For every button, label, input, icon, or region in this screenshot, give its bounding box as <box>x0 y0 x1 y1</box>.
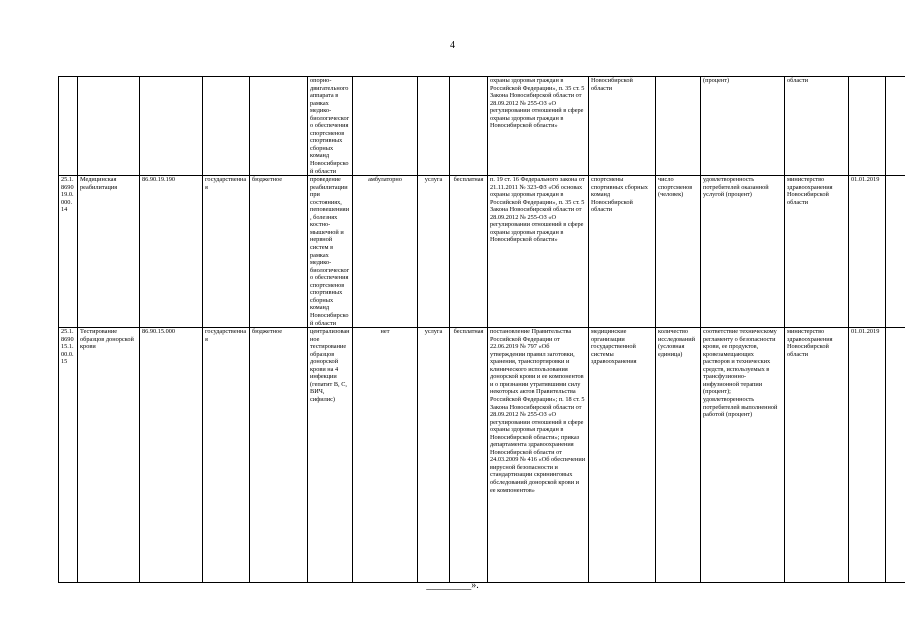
empty-cell <box>886 176 905 328</box>
volume-indicator: число спортсменов (человек) <box>656 176 701 328</box>
row-code <box>59 77 78 176</box>
consumers: медицинские организации государственной системы здравоохранения <box>589 328 656 583</box>
service-name: Тестирование образцов донорской крови <box>78 328 140 583</box>
page-number: 4 <box>450 40 455 51</box>
okved-code: 86.90.15.000 <box>140 328 203 583</box>
payment-type <box>450 77 488 176</box>
legal-basis: п. 19 ст. 16 Федерального закона от 21.11.2011 № 323-ФЗ «Об основах охраны здоровья граждан в Российской Федерации», п. 35 ст. 5 Закона Новосибирской области от 28.09.2012 № 255-ОЗ «О регулировании отношений в сфере охраны здоровья граждан в Новосибирской области» <box>488 176 589 328</box>
service-content: проведение реабилитации при состояниях, пеповешенияи, болезнях костно-мышечной и нервной систем в рамках медико-биологического обеспечения спортсменов спортивных сборных команд Новосибирской области <box>308 176 353 328</box>
legal-basis: охраны здоровья граждан в Российской Федерации», п. 35 ст. 5 Закона Новосибирской области от 28.09.2012 № 255-ОЗ «О регулировании отношений в сфере охраны здоровья граждан в Новосибирской области» <box>488 77 589 176</box>
table-row <box>59 328 905 583</box>
table-row <box>59 77 905 176</box>
authority: министерство здравоохранения Новосибирской области <box>785 176 849 328</box>
row-code: 25.1.869019.0.000.14 <box>59 176 78 328</box>
service-name: Медицинская реабилитация <box>78 176 140 328</box>
legal-basis: постановление Правительства Российской Федерации от 22.06.2019 № 797 «Об утверждении правил заготовки, хранения, транспортировки и клинического использования донорской крови и ее компонентов и о признании утратившими силу некоторых актов Правительства Российской Федерации»; п. 18 ст. 5 Закона Новосибирской области от 28.09.2012 № 255-ОЗ «О регулировании отношений в сфере охраны здоровья граждан в Новосибирской области»; приказ департамента здравоохранения Новосибирской области от 24.03.2009 № 416 «Об обеспечении вирусной безопасности и стандартизации скрининговых обследований донорской крови и ее компонентов» <box>488 328 589 583</box>
volume-indicator <box>656 77 701 176</box>
institution-type <box>250 77 308 176</box>
okved-code: 86.90.19.190 <box>140 176 203 328</box>
service-conditions: амбулаторно <box>353 176 418 328</box>
closing-mark: _________». <box>426 580 479 591</box>
service-content: опорно-двигательного аппарата в рамках медико-биологического обеспечения спортсменов спортивных сборных команд Новосибирской области <box>308 77 353 176</box>
empty-cell <box>886 328 905 583</box>
service-kind <box>418 77 450 176</box>
registry-table <box>58 76 905 583</box>
service-name <box>78 77 140 176</box>
payment-type: бесплатная <box>450 176 488 328</box>
ownership-form <box>203 77 250 176</box>
ownership-form: государственная <box>203 328 250 583</box>
service-conditions: нет <box>353 328 418 583</box>
quality-indicator: соответствие техническому регламенту о безопасности крови, ее продуктов, кровезамещающих растворов и технических средств, используемых в трансфузионно-инфузионной терапии (процент); удовлетворенность потребителей выполненной работой (процент) <box>701 328 785 583</box>
service-kind: услуга <box>418 176 450 328</box>
institution-type: бюджетное <box>250 176 308 328</box>
quality-indicator: (процент) <box>701 77 785 176</box>
ownership-form: государственная <box>203 176 250 328</box>
effective-date: 01.01.2019 <box>849 328 886 583</box>
consumers: Новосибирской области <box>589 77 656 176</box>
service-content: централизованное тестирование образцов донорской крови на 4 инфекции (гепатит В, С, ВИЧ, сифилис) <box>308 328 353 583</box>
authority: министерство здравоохранения Новосибирской области <box>785 328 849 583</box>
empty-cell <box>886 77 905 176</box>
consumers: спортсмены спортивных сборных команд Новосибирской области <box>589 176 656 328</box>
payment-type: бесплатная <box>450 328 488 583</box>
institution-type: бюджетное <box>250 328 308 583</box>
authority: области <box>785 77 849 176</box>
service-conditions <box>353 77 418 176</box>
quality-indicator: удовлетворенность потребителей оказанной услугой (процент) <box>701 176 785 328</box>
volume-indicator: количество исследований (условная единица) <box>656 328 701 583</box>
service-kind: услуга <box>418 328 450 583</box>
okved-code <box>140 77 203 176</box>
row-code: 25.1.869015.1.00.0.15 <box>59 328 78 583</box>
table-row <box>59 176 905 328</box>
effective-date <box>849 77 886 176</box>
effective-date: 01.01.2019 <box>849 176 886 328</box>
